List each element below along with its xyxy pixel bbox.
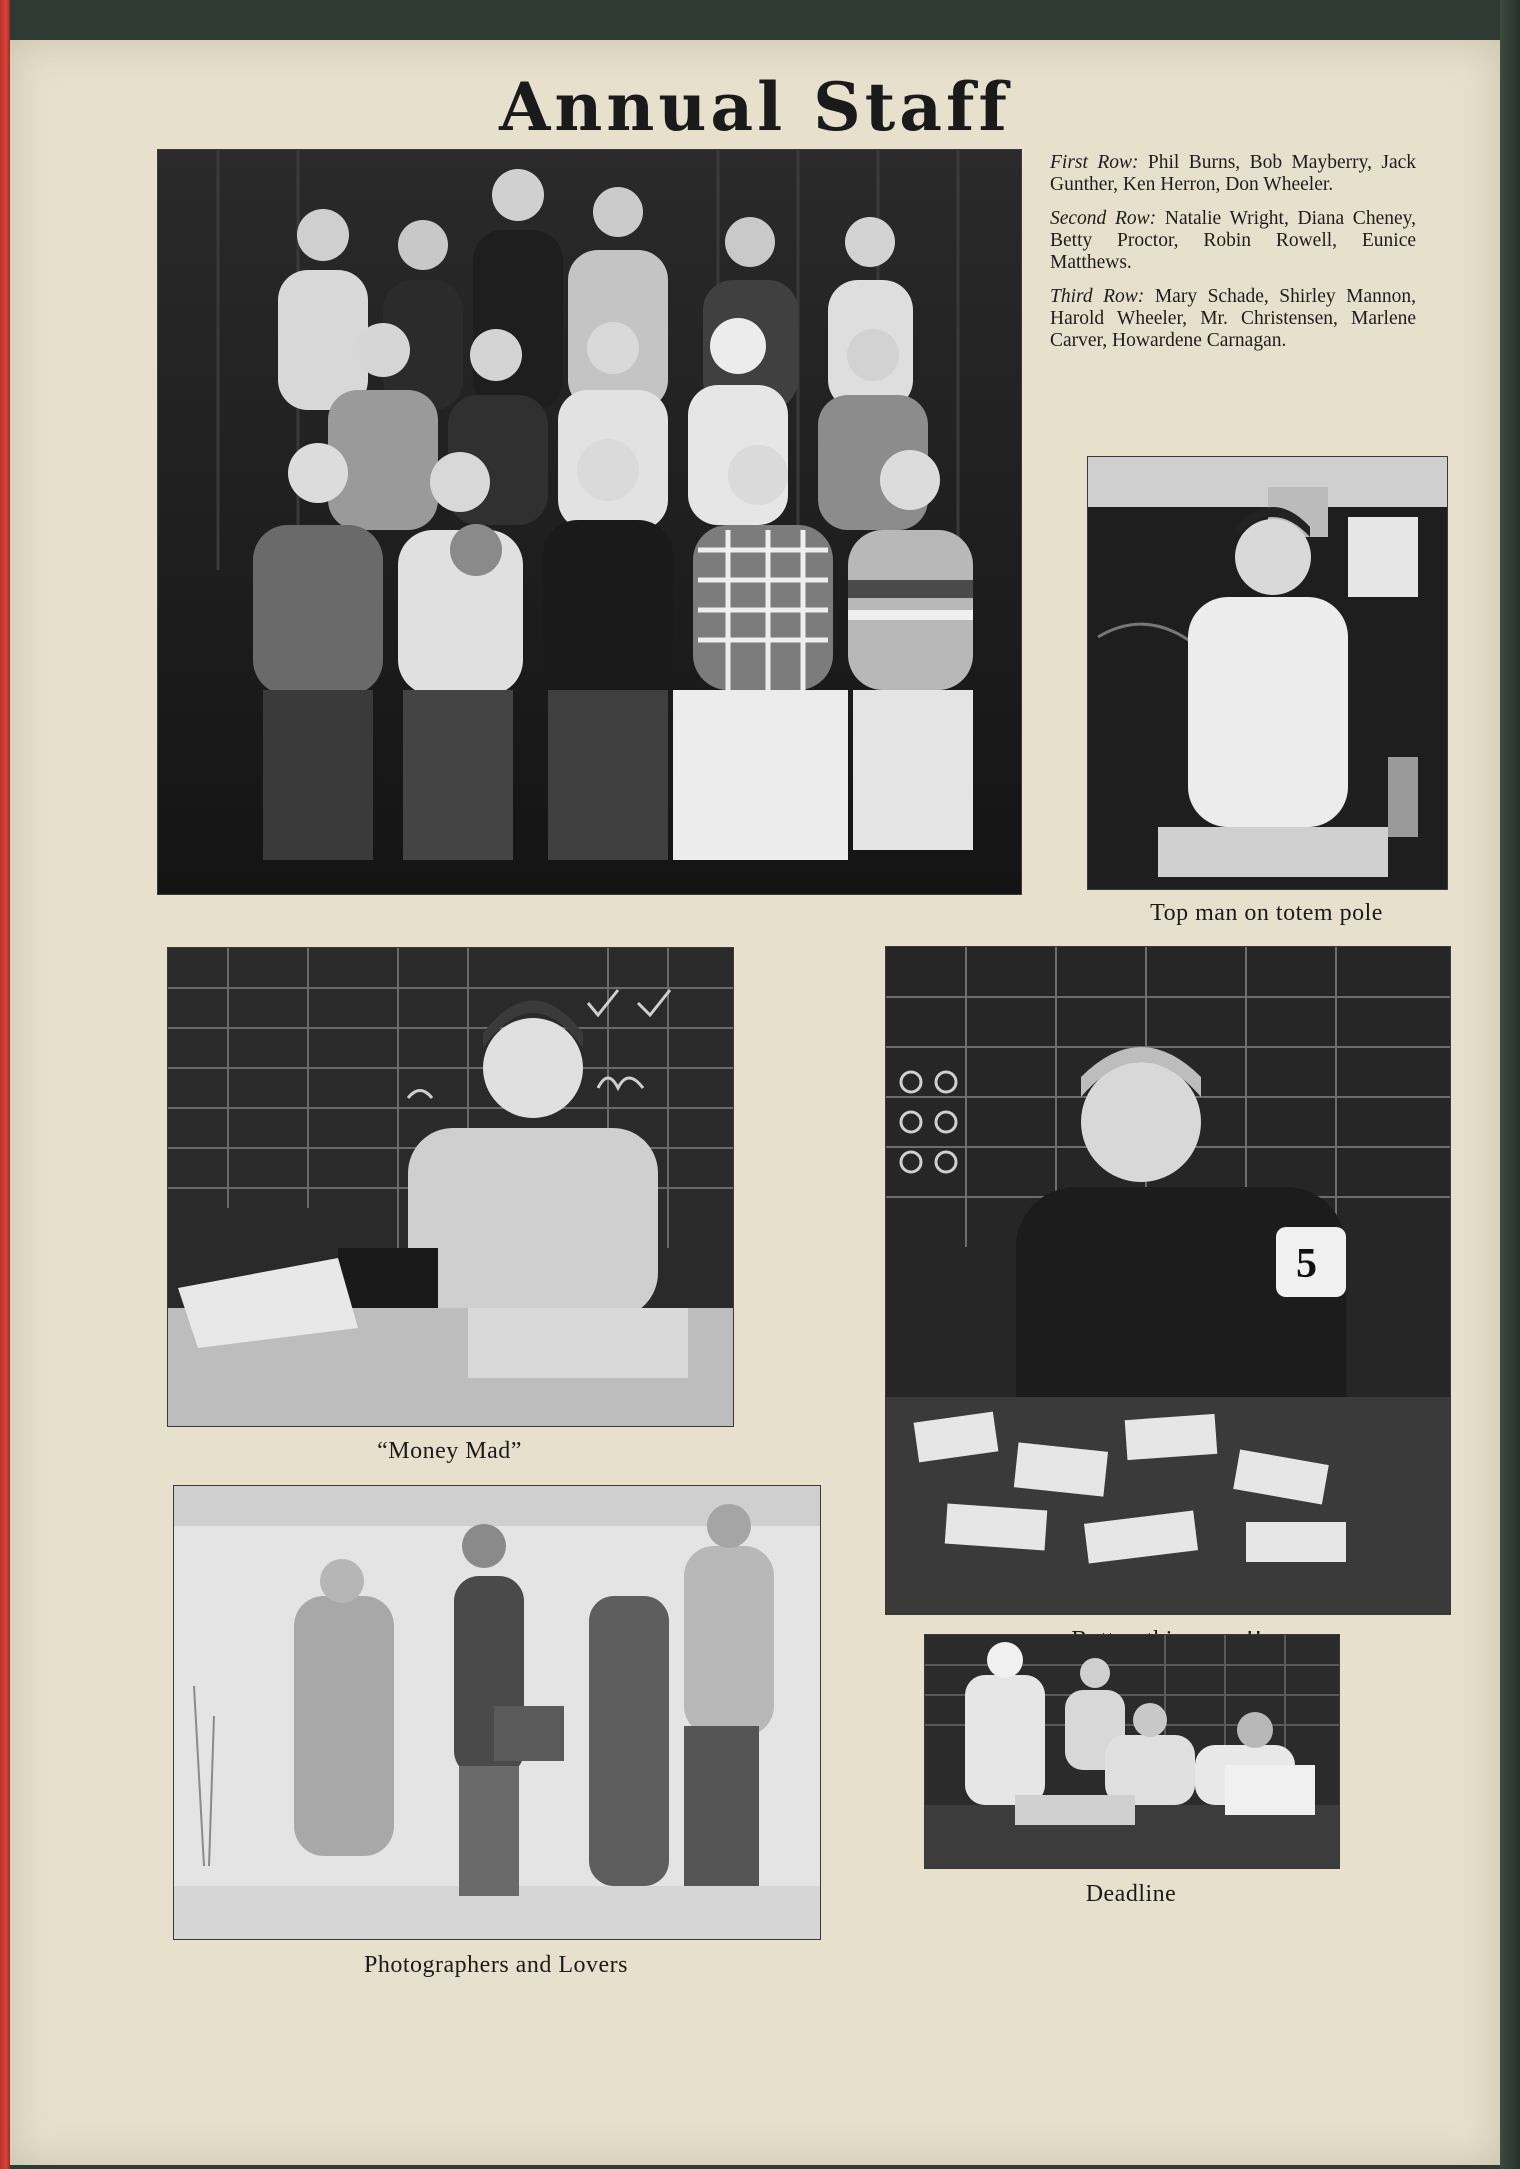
roster-second-row [1050, 208, 1416, 274]
row-label: Second Row: [1050, 208, 1157, 229]
caption-deadline: Deadline [1085, 1881, 1177, 1907]
sleeve-number: 5 [1296, 1241, 1317, 1287]
yearbook-page [10, 40, 1500, 2165]
roster-third-row [1050, 286, 1416, 352]
money-mad-photo [167, 947, 734, 1427]
book-binding-edge [1500, 0, 1520, 2169]
book-spine-edge [0, 0, 10, 2169]
caption-money-mad: “Money Mad” [377, 1438, 522, 1464]
group-photo [157, 149, 1022, 895]
roster-first-row [1050, 152, 1416, 196]
row-label: First Row: [1050, 152, 1139, 173]
row-names: Natalie Wright, Diana Cheney, Betty Proctor, Robin Rowell, Eunice Matthews. [1050, 208, 1416, 273]
caption-photographers: Photographers and Lovers [364, 1952, 628, 1978]
totem-pole-photo [1087, 456, 1448, 890]
caption-totem: Top man on totem pole [1150, 900, 1383, 926]
deadline-photo [924, 1634, 1340, 1869]
row-label: Third Row: [1050, 286, 1145, 307]
button-this-photo [885, 946, 1451, 1615]
row-names: Mary Schade, Shirley Mannon, Harold Wheeler, Mr. Christensen, Marlene Carver, Howardene Carnagan. [1050, 286, 1416, 351]
row-names: Phil Burns, Bob Mayberry, Jack Gunther, Ken Herron, Don Wheeler. [1050, 152, 1417, 195]
page-title: Annual Staff [499, 68, 1011, 146]
photographers-photo [173, 1485, 821, 1940]
staff-roster [1050, 152, 1416, 364]
